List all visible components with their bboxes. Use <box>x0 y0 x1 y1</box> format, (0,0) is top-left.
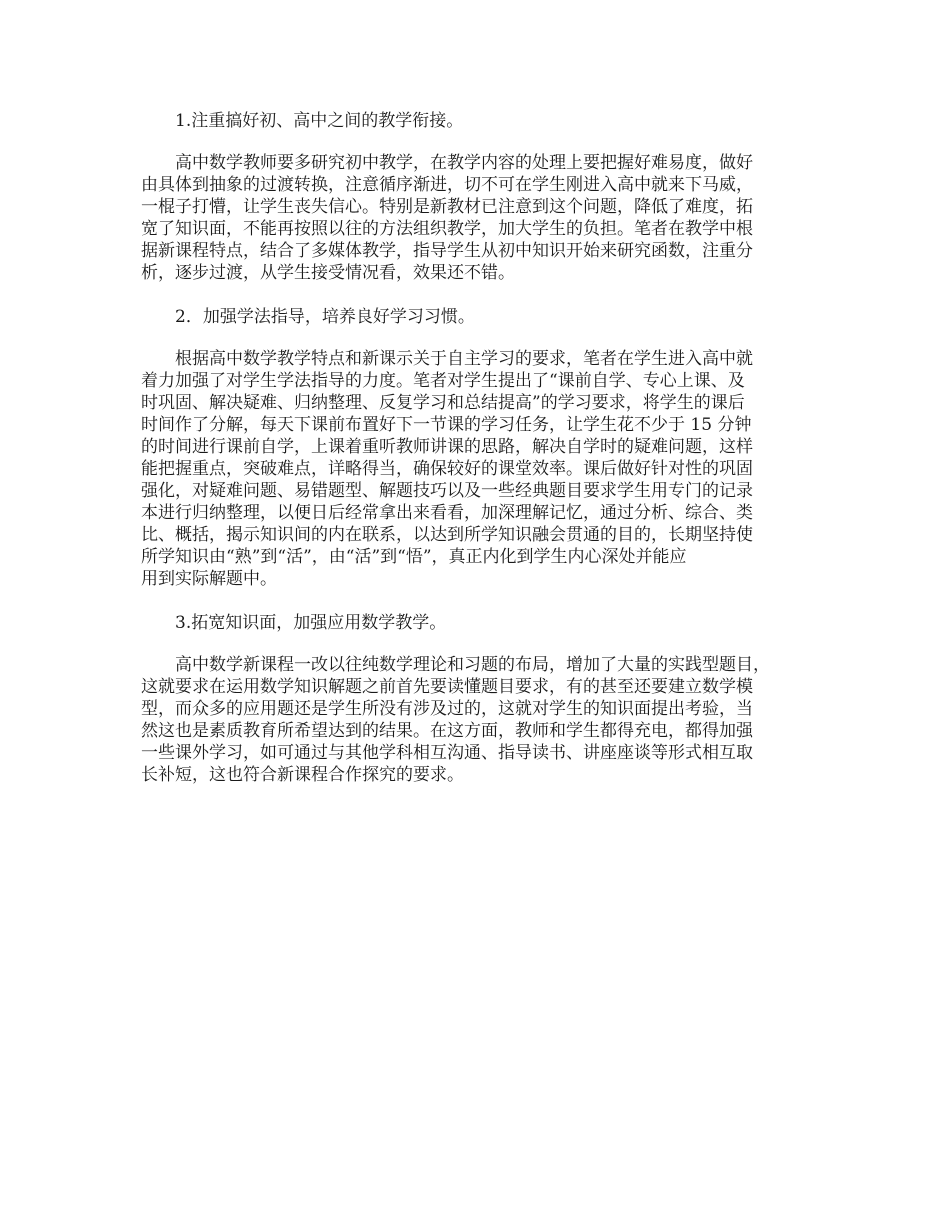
paragraph-line: 然这也是素质教育所希望达到的结果。在这方面，教师和学生都得充电，都得加强 <box>141 721 753 741</box>
paragraph-line: 由具体到抽象的过渡转换，注意循序渐进，切不可在学生刚进入高中就来下马威， <box>141 175 753 195</box>
paragraph-line: 时间作了分解，每天下课前布置好下一节课的学习任务，让学生花不少于 15 分钟 <box>141 415 752 435</box>
paragraph-line: 能把握重点，突破难点，详略得当，确保较好的课堂效率。课后做好针对性的巩固 <box>141 459 753 479</box>
paragraph-line: 着力加强了对学生学法指导的力度。笔者对学生提出了“课前自学、专心上课、及 <box>141 371 745 391</box>
section-paragraph-2 <box>141 348 823 590</box>
section-heading-3: 3.拓宽知识面，加强应用数学教学。 <box>175 613 447 633</box>
paragraph-line: 的时间进行课前自学，上课着重听教师讲课的思路，解决自学时的疑难问题，这样 <box>141 437 753 457</box>
paragraph-line: 据新课程特点，结合了多媒体教学，指导学生从初中知识开始来研究函数，注重分 <box>141 241 753 261</box>
paragraph-line: 强化，对疑难问题、易错题型、解题技巧以及一些经典题目要求学生用专门的记录 <box>141 481 753 501</box>
paragraph-line: 本进行归纳整理，以便日后经常拿出来看看，加深理解记忆，通过分析、综合、类 <box>141 503 753 523</box>
paragraph-line: 比、概括，揭示知识间的内在联系，以达到所学知识融会贯通的目的，长期坚持使 <box>141 525 753 545</box>
paragraph-line: 用到实际解题中。 <box>141 569 277 589</box>
paragraph-line: 所学知识由“熟”到“活”，由“活”到“悟”，真正内化到学生内心深处并能应 <box>141 547 687 567</box>
paragraph-line: 长补短，这也符合新课程合作探究的要求。 <box>141 765 464 785</box>
paragraph-line: 根据高中数学教学特点和新课示关于自主学习的要求，笔者在学生进入高中就 <box>175 349 753 369</box>
paragraph-line: 析，逐步过渡，从学生接受情况看，效果还不错。 <box>141 263 515 283</box>
paragraph-line: 宽了知识面，不能再按照以往的方法组织教学，加大学生的负担。笔者在教学中根 <box>141 219 753 239</box>
paragraph-line: 型，而众多的应用题还是学生所没有涉及过的，这就对学生的知识面提出考验，当 <box>141 699 753 719</box>
section-heading-1: 1.注重搞好初、高中之间的教学衔接。 <box>175 111 464 131</box>
section-paragraph-3 <box>141 654 823 786</box>
paragraph-line: 一些课外学习，如可通过与其他学科相互沟通、指导读书、讲座座谈等形式相互取 <box>141 743 753 763</box>
document-page <box>141 110 823 808</box>
paragraph-line: 时巩固、解决疑难、归纳整理、反复学习和总结提高”的学习要求，将学生的课后 <box>141 393 745 413</box>
paragraph-line: 一棍子打懵，让学生丧失信心。特别是新教材已注意到这个问题，降低了难度，拓 <box>141 197 753 217</box>
section-paragraph-1 <box>141 152 823 284</box>
paragraph-line: 高中数学教师要多研究初中教学，在教学内容的处理上要把握好难易度，做好 <box>175 153 753 173</box>
section-heading-2: 2．加强学法指导，培养良好学习习惯。 <box>175 307 475 327</box>
paragraph-line: 高中数学新课程一改以往纯数学理论和习题的布局，增加了大量的实践型题目， <box>175 655 770 675</box>
paragraph-line: 这就要求在运用数学知识解题之前首先要读懂题目要求，有的甚至还要建立数学模 <box>141 677 753 697</box>
